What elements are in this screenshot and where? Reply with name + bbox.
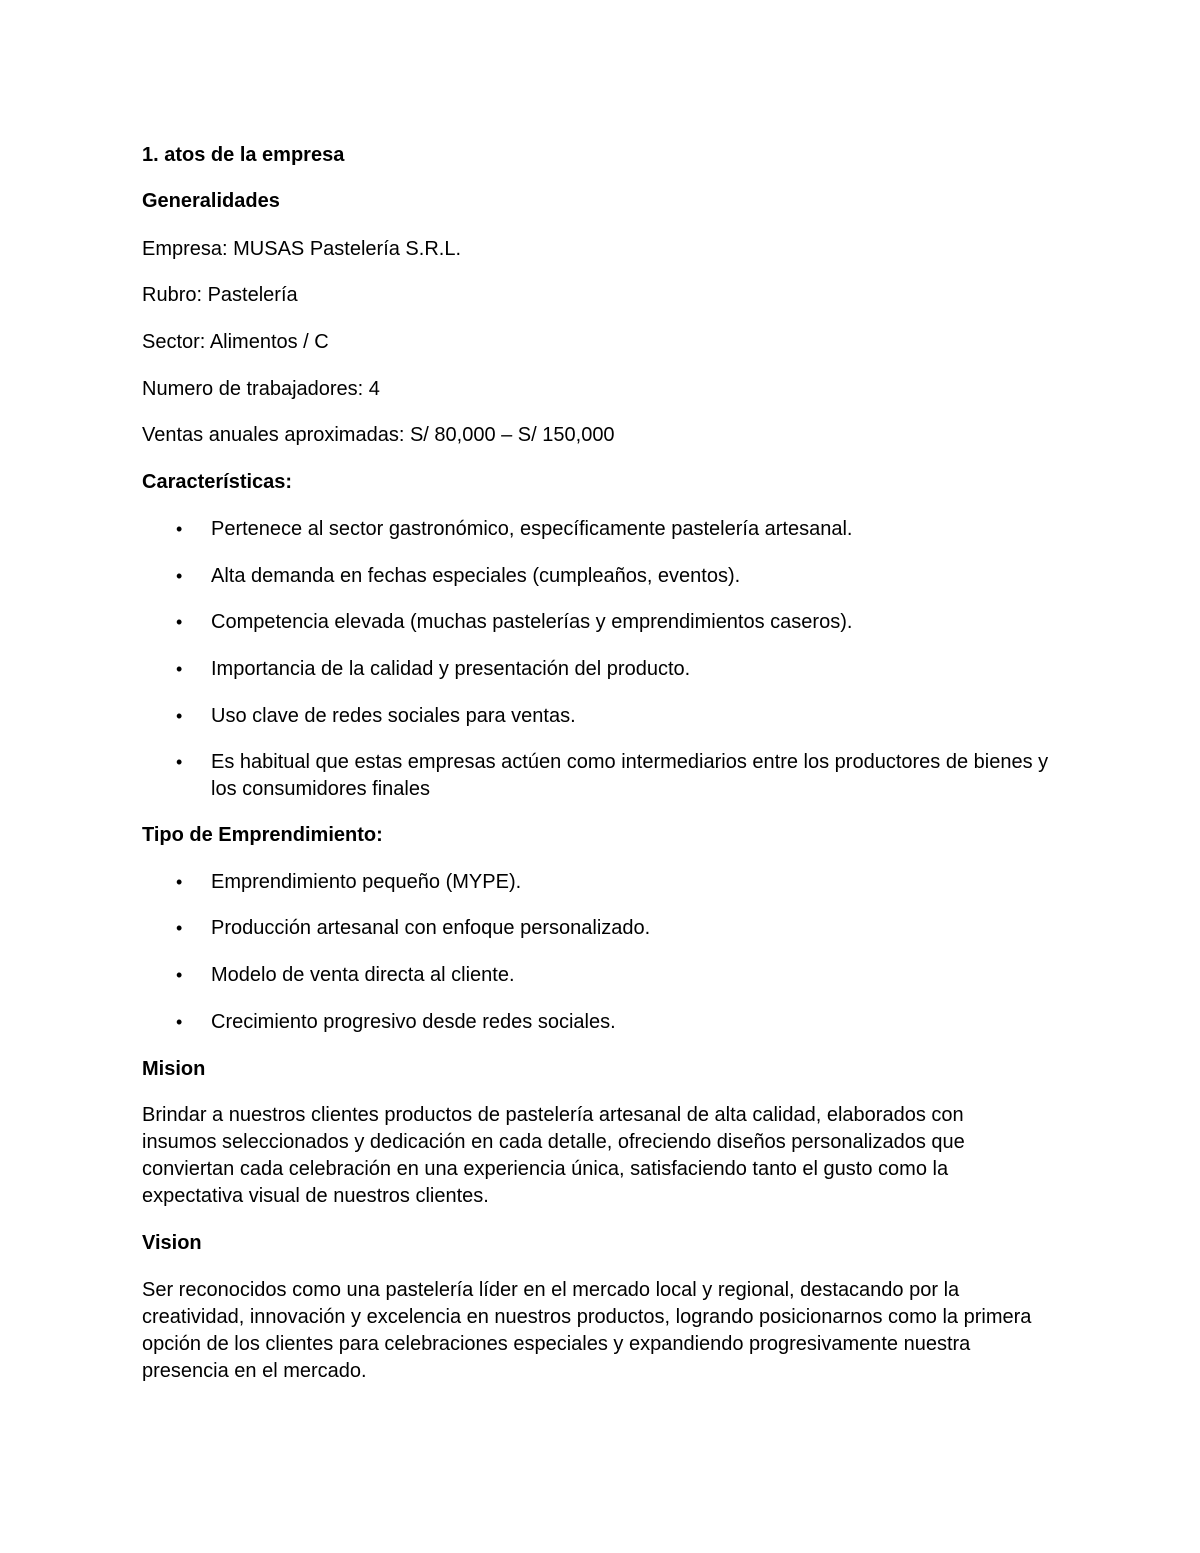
- vision-paragraph: Ser reconocidos como una pastelería líder en el mercado local y regional, destacando por la creatividad, innovación y excelencia en nuestros productos, logrando posicionarnos como la primera opción de los clientes para celebraciones especiales y expandiendo progresivamente nuestra presencia en el mercado.: [142, 1279, 1032, 1382]
- caracteristicas-title: Características:: [142, 471, 293, 493]
- bullet-glyph: •: [176, 1012, 183, 1032]
- list-item: Pertenece al sector gastronómico, específicamente pastelería artesanal.: [211, 518, 853, 540]
- vision-title: Vision: [142, 1232, 202, 1254]
- list-item: Producción artesanal con enfoque personalizado.: [211, 917, 651, 939]
- sector-line: Sector: Alimentos / C: [142, 331, 329, 353]
- ventas-line: Ventas anuales aproximadas: S/ 80,000 – S/ 150,000: [142, 424, 615, 446]
- generalidades-title: Generalidades: [142, 190, 280, 212]
- bullet-glyph: •: [176, 918, 183, 938]
- empresa-line: Empresa: MUSAS Pastelería S.R.L.: [142, 238, 462, 260]
- list-item: Uso clave de redes sociales para ventas.: [211, 705, 576, 727]
- list-item: Competencia elevada (muchas pastelerías y emprendimientos caseros).: [211, 611, 853, 633]
- bullet-glyph: •: [176, 566, 183, 586]
- list-item: Crecimiento progresivo desde redes sociales.: [211, 1011, 616, 1033]
- bullet-glyph: •: [176, 519, 183, 539]
- bullet-glyph: •: [176, 706, 183, 726]
- list-item: Modelo de venta directa al cliente.: [211, 964, 515, 986]
- bullet-glyph: •: [176, 612, 183, 632]
- bullet-glyph: •: [176, 659, 183, 679]
- bullet-glyph: •: [176, 752, 183, 772]
- list-item: Importancia de la calidad y presentación del producto.: [211, 658, 691, 680]
- list-item: Alta demanda en fechas especiales (cumpleaños, eventos).: [211, 565, 741, 587]
- list-item: Emprendimiento pequeño (MYPE).: [211, 871, 522, 893]
- rubro-line: Rubro: Pastelería: [142, 284, 298, 306]
- mision-title: Mision: [142, 1058, 206, 1080]
- bullet-glyph: •: [176, 965, 183, 985]
- trabajadores-line: Numero de trabajadores: 4: [142, 378, 380, 400]
- mision-paragraph: Brindar a nuestros clientes productos de pastelería artesanal de alta calidad, elaborados con insumos seleccionados y dedicación en cada detalle, ofreciendo diseños personalizados que conviertan cada celebración en una experiencia única, satisfaciendo tanto el gusto como la expectativa visual de nuestros clientes.: [142, 1104, 965, 1207]
- section-heading: 1. atos de la empresa: [142, 144, 345, 166]
- bullet-glyph: •: [176, 872, 183, 892]
- list-item: Es habitual que estas empresas actúen como intermediarios entre los productores de bienes y los consumidores finales: [211, 751, 1049, 800]
- tipo-title: Tipo de Emprendimiento:: [142, 824, 383, 846]
